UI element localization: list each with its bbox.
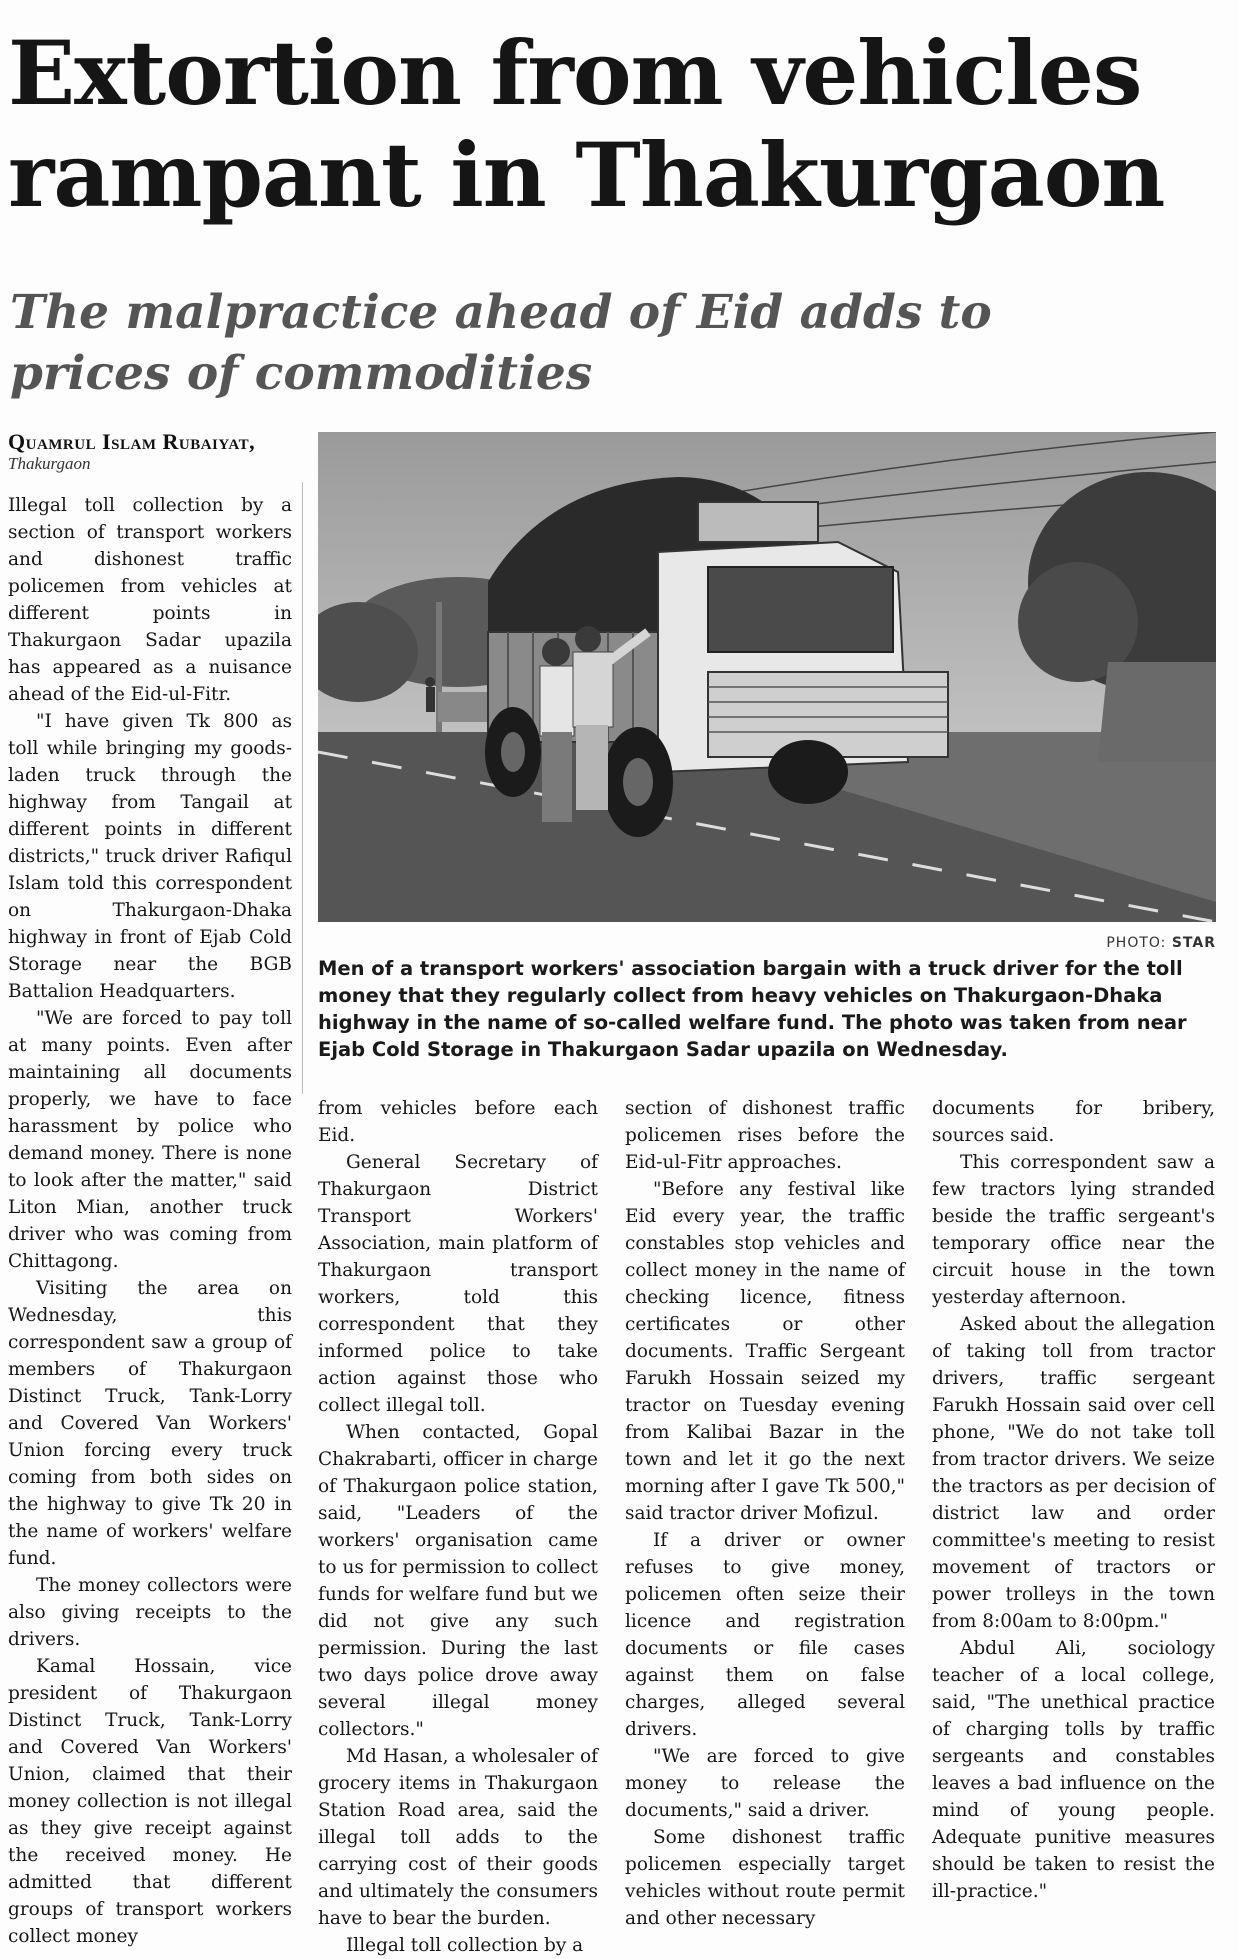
paragraph: Illegal toll collection by a bbox=[346, 1935, 584, 1956]
body-column-4 bbox=[932, 1095, 1215, 1905]
paragraph: Md Hasan, a wholesaler of grocery items in Thakurgaon Station Road area, said the illegal toll adds to the carrying cost of their goods and ultimately the consumers have to bear the burden. bbox=[318, 1746, 598, 1929]
paragraph: Illegal toll collection by a section of transport workers and dishonest traffic policemen from vehicles at different points in Thakurgaon Sadar upazila has appeared as a nuisance ahead of the Eid-ul-Fitr. bbox=[8, 495, 292, 705]
paragraph: "We are forced to give money to release the documents," said a driver. bbox=[625, 1746, 905, 1821]
paragraph: Asked about the allegation of taking toll from tractor drivers, traffic sergeant Farukh Hossain said over cell phone, "We do not take toll from tractor drivers. We seize the tractors as per decision of district law and order committee's meeting to resist movement of tractors or power trolleys in the town from 8:00am to 8:00pm." bbox=[932, 1314, 1215, 1632]
body-column-2 bbox=[318, 1095, 598, 1959]
paragraph: "I have given Tk 800 as toll while bringing my goods-laden truck through the highway from Tangail at different points in different districts," truck driver Rafiqul Islam told this correspondent on Thakurgaon-Dhaka highway in front of Ejab Cold Storage near the BGB Battalion Headquarters. bbox=[8, 711, 292, 1002]
paragraph: Abdul Ali, sociology teacher of a local college, said, "The unethical practice of charging tolls by traffic sergeants and constables leaves a bad influence on the mind of young people. Adequate punitive measures should be taken to resist the ill-practice." bbox=[932, 1638, 1215, 1902]
news-photo bbox=[318, 432, 1216, 922]
headline: Extortion from vehicles rampant in Thakurgaon bbox=[8, 21, 1165, 227]
body-column-1 bbox=[8, 492, 292, 1950]
paragraph: "We are forced to pay toll at many points. Even after maintaining all documents properly, we have to face harassment by police who demand money. There is none to look after the matter," said Liton Mian, another truck driver who was coming from Chittagong. bbox=[8, 1008, 292, 1272]
paragraph: Visiting the area on Wednesday, this correspondent saw a group of members of Thakurgaon Distinct Truck, Tank-Lorry and Covered Van Workers' Union forcing every truck coming from both sides on the highway to give Tk 20 in the name of workers' welfare fund. bbox=[8, 1278, 292, 1569]
photo-credit-source: STAR bbox=[1171, 935, 1216, 951]
paragraph: Some dishonest traffic policemen especially target vehicles without route permit and other necessary bbox=[625, 1827, 905, 1929]
paragraph: This correspondent saw a few tractors lying stranded beside the traffic sergeant's temporary office near the circuit house in the town yesterday afternoon. bbox=[932, 1152, 1215, 1308]
paragraph: Kamal Hossain, vice president of Thakurgaon Distinct Truck, Tank-Lorry and Covered Van Workers' Union, claimed that their money collection is not illegal as they give receipt against the received money. He admitted that different groups of transport workers collect money bbox=[8, 1656, 292, 1947]
body-column-3 bbox=[625, 1095, 905, 1932]
truck-photo-illustration bbox=[318, 432, 1216, 922]
byline-place: Thakurgaon bbox=[8, 454, 91, 473]
paragraph: When contacted, Gopal Chakrabarti, officer in charge of Thakurgaon police station, said, "Leaders of the workers' organisation came to us for permission to collect funds for welfare fund but we did not give any such permission. During the last two days police drove away several illegal money collectors." bbox=[318, 1422, 598, 1740]
photo-credit-prefix: PHOTO: bbox=[1106, 935, 1172, 951]
photo-credit bbox=[1040, 935, 1216, 951]
byline-name: Quamrul Islam Rubaiyat, bbox=[8, 429, 256, 454]
byline bbox=[8, 430, 298, 474]
photo-caption: Men of a transport workers' association bargain with a truck driver for the toll money that they regularly collect from heavy vehicles on Thakurgaon-Dhaka highway in the name of so-called welfare fund. The photo was taken from near Ejab Cold Storage in Thakurgaon Sadar upazila on Wednesday. bbox=[318, 957, 1187, 1061]
paragraph: "Before any festival like Eid every year, the traffic constables stop vehicles and collect money in the name of checking licence, fitness certificates or other documents. Traffic Sergeant Farukh Hossain seized my tractor on Tuesday evening from Kalibai Bazar in the town and let it go the next morning after I gave Tk 500," said tractor driver Mofizul. bbox=[625, 1179, 905, 1524]
paragraph: from vehicles before each Eid. bbox=[318, 1098, 598, 1146]
paragraph: If a driver or owner refuses to give money, policemen often seize their licence and registration documents or file cases against them on false charges, alleged several drivers. bbox=[625, 1530, 905, 1740]
column-divider bbox=[302, 482, 303, 1094]
paragraph: documents for bribery, sources said. bbox=[932, 1098, 1215, 1146]
paragraph: section of dishonest traffic policemen rises before the Eid-ul-Fitr approaches. bbox=[625, 1098, 905, 1173]
subheadline: The malpractice ahead of Eid adds to prices of commodities bbox=[10, 285, 992, 401]
paragraph: General Secretary of Thakurgaon District Transport Workers' Association, main platform of Thakurgaon transport workers, told this correspondent that they informed police to take action against those who collect illegal toll. bbox=[318, 1152, 598, 1416]
paragraph: The money collectors were also giving receipts to the drivers. bbox=[8, 1575, 292, 1650]
